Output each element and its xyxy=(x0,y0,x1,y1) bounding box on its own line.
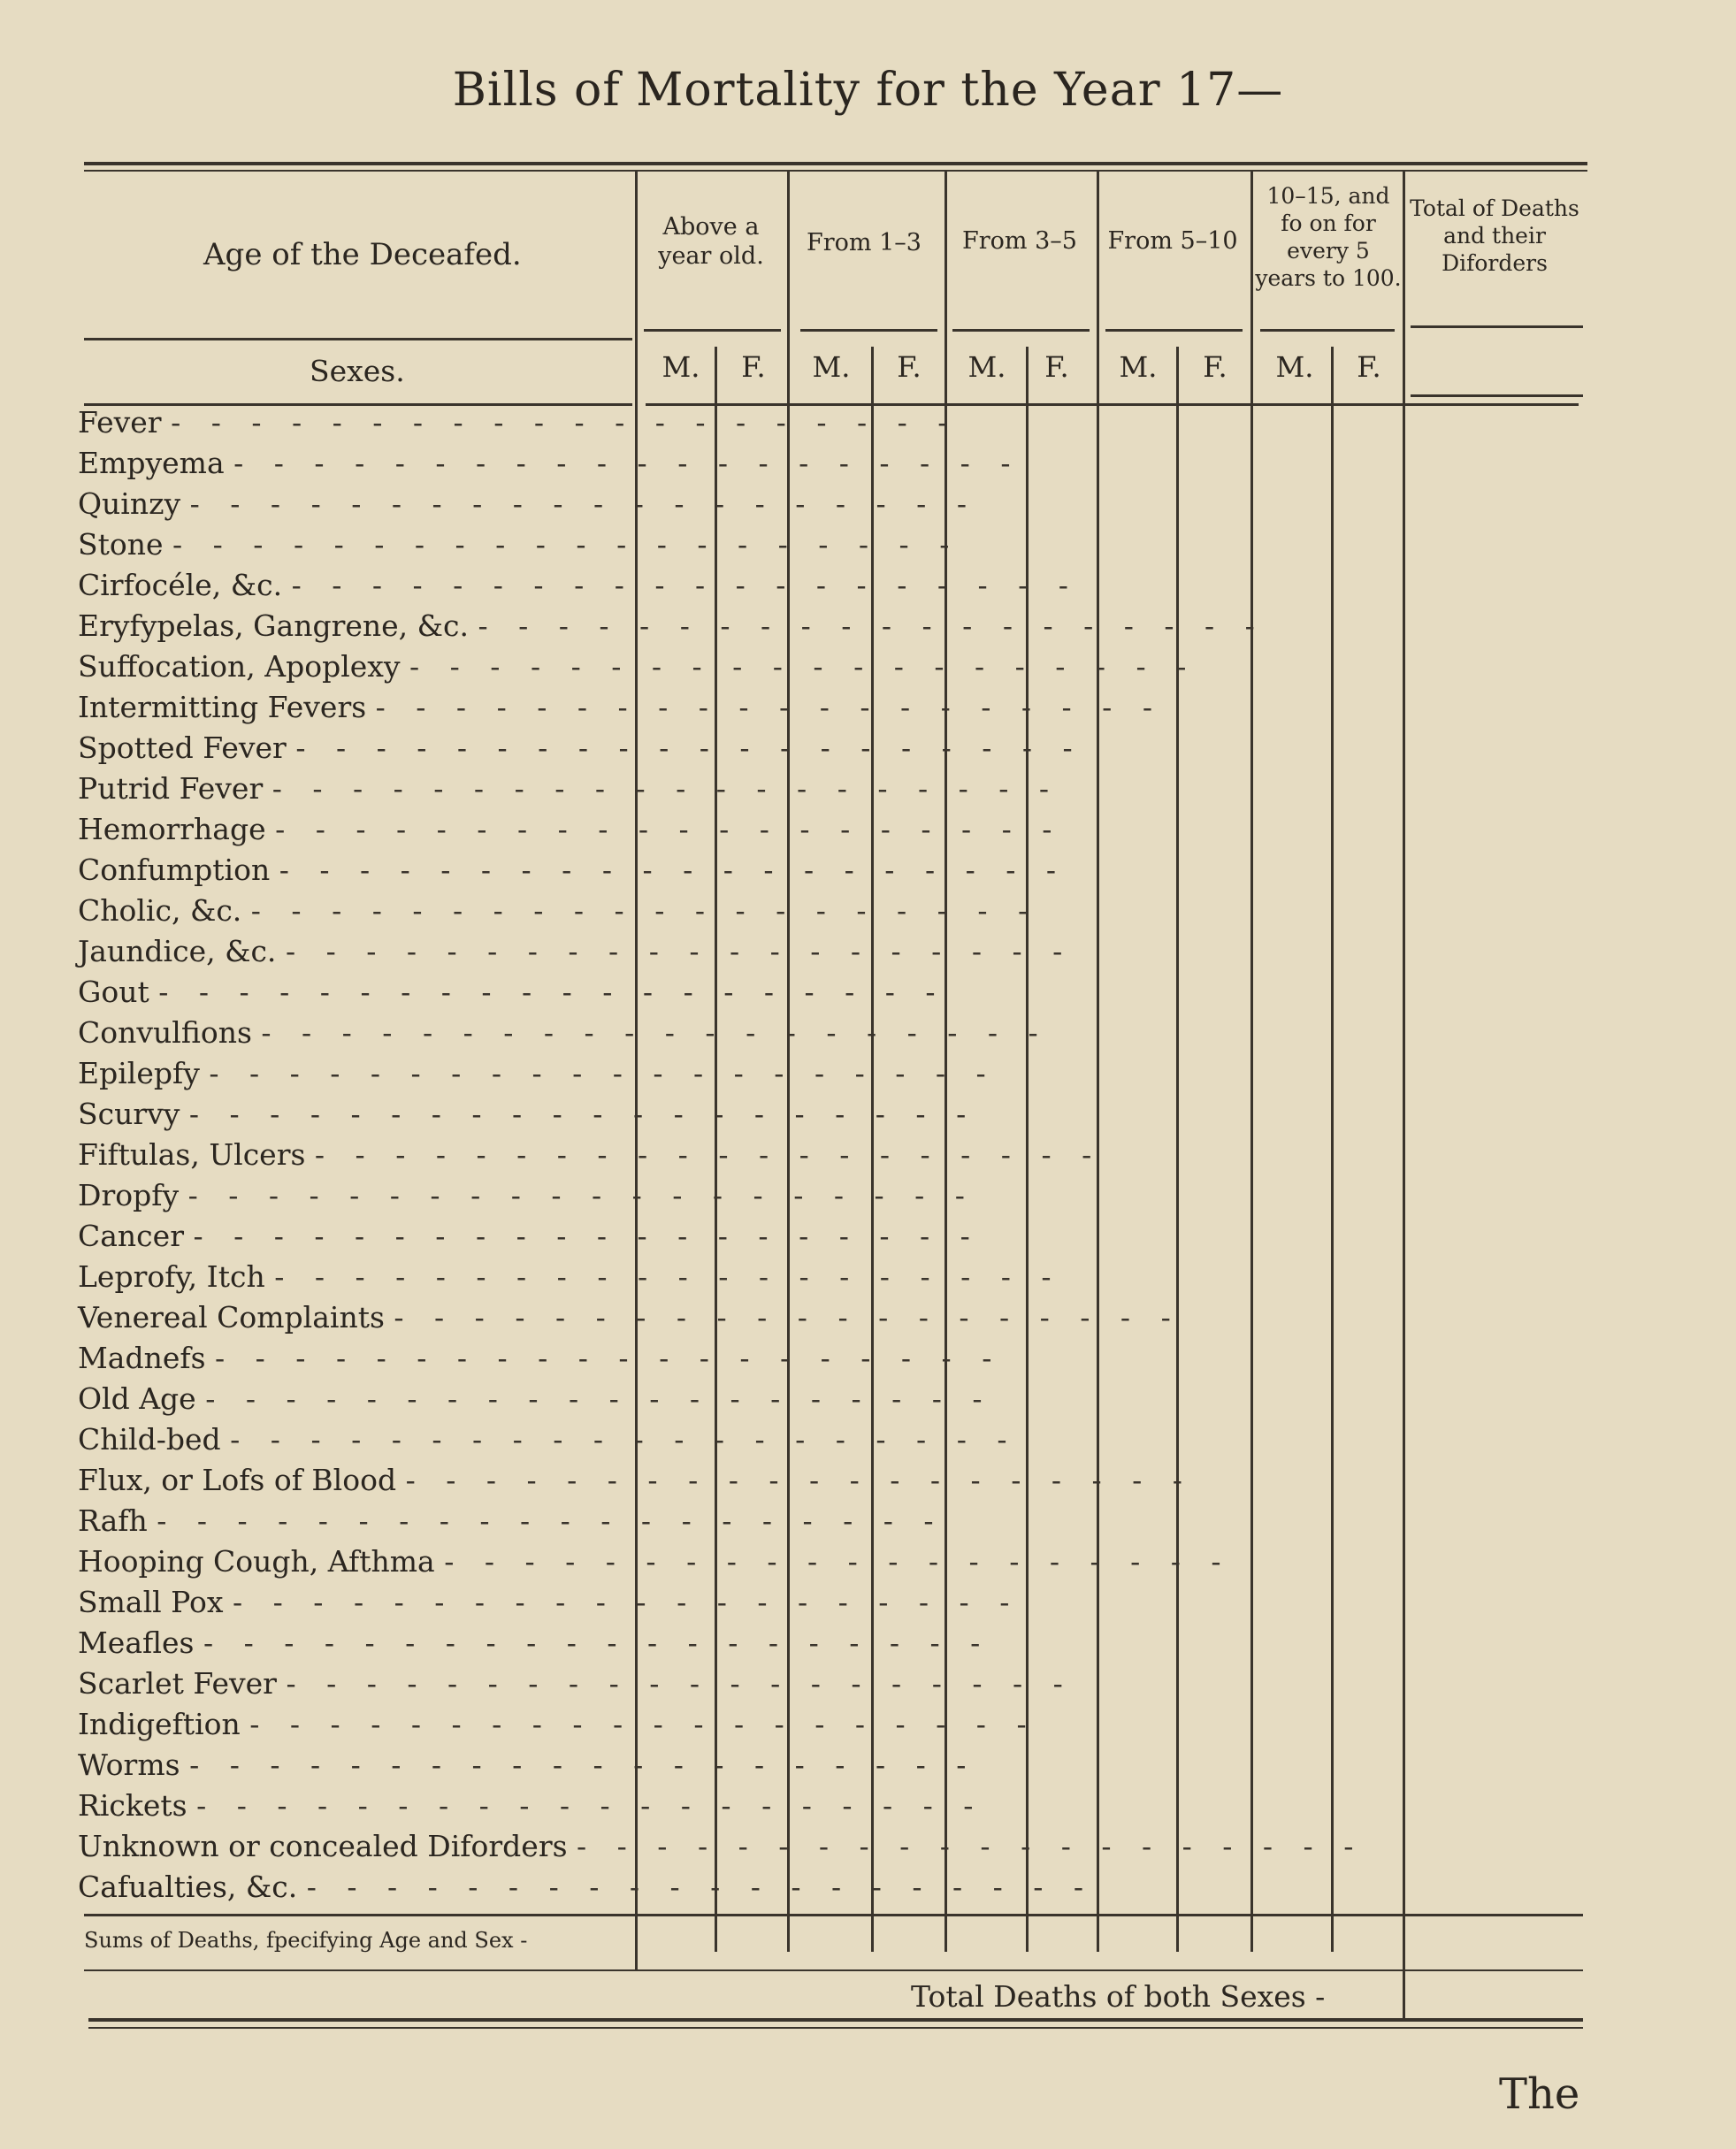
dot-leader: - - - - - - - - - - - - - - - - - - - - xyxy=(291,568,1079,602)
age-of-deceased-heading: Age of the Deceafed. xyxy=(203,237,522,272)
disease-label: Suffocation, Apoplexy xyxy=(78,649,401,684)
disease-row xyxy=(78,649,1197,690)
dot-leader: - - - - - - - - - - - - - - - - - - - - xyxy=(394,1300,1182,1335)
total-deaths-label: Total Deaths of both Sexes - xyxy=(911,1979,1326,2014)
disease-row xyxy=(78,1137,1103,1178)
disease-label: Gout xyxy=(78,975,149,1009)
female-heading: F. xyxy=(1044,350,1069,384)
disease-row xyxy=(78,934,1074,975)
header-rule xyxy=(952,329,1090,332)
disease-row xyxy=(78,527,960,568)
disease-row xyxy=(78,853,1067,893)
disease-label: Fiftulas, Ulcers xyxy=(78,1137,306,1172)
disease-label: Madnefs xyxy=(78,1341,206,1375)
disease-row xyxy=(78,730,1083,771)
column-heading-above-year: Above a year old. xyxy=(658,213,764,270)
female-heading: F. xyxy=(741,350,766,384)
disease-label: Cafualties, &c. xyxy=(78,1870,298,1904)
dot-leader: - - - - - - - - - - - - - - - - - - - - xyxy=(375,690,1163,724)
column-divider xyxy=(1097,170,1099,1952)
disease-label: Rickets xyxy=(78,1788,187,1823)
sexes-heading: Sexes. xyxy=(310,354,405,388)
bottom-rule-thin xyxy=(88,2027,1583,2029)
disease-label: Scurvy xyxy=(78,1097,180,1131)
sums-bottom-rule xyxy=(84,1969,1583,1971)
disease-label: Indigeftion xyxy=(78,1707,241,1741)
header-rule xyxy=(1105,329,1243,332)
top-rule xyxy=(84,162,1587,165)
disease-row xyxy=(78,1503,944,1544)
dot-leader: - - - - - - - - - - - - - - - - - - - - xyxy=(203,1625,991,1660)
disease-label: Cholic, &c. xyxy=(78,893,242,928)
dot-leader: - - - - - - - - - - - - - - - - - - - - xyxy=(271,771,1060,806)
page-title: Bills of Mortality for the Year 17— xyxy=(452,64,1284,117)
dot-leader: - - - - - - - - - - - - - - - - - - - - xyxy=(577,1829,1365,1863)
disease-label: Hooping Cough, Afthma xyxy=(78,1544,435,1579)
column-heading-total: Total of Deaths and their Diforders xyxy=(1410,195,1579,276)
disease-label: Worms xyxy=(78,1747,180,1782)
disease-label: Meafles xyxy=(78,1625,195,1660)
disease-label: Cirfocéle, &c. xyxy=(78,568,283,602)
dot-leader: - - - - - - - - - - - - - - - - - - - - xyxy=(405,1463,1193,1497)
dot-leader: - - - - - - - - - - - - - - - - - - - - xyxy=(209,1056,997,1090)
disease-label: Flux, or Lofs of Blood xyxy=(78,1463,397,1497)
column-heading-5-10: From 5–10 xyxy=(1107,227,1238,255)
disease-row xyxy=(78,1544,1232,1585)
disease-row xyxy=(78,893,1039,934)
dot-leader: - - - - - - - - - - - - - - - - - - - - xyxy=(215,1341,1003,1375)
column-divider xyxy=(1403,170,1405,2018)
column-heading-10-15: 10–15, and fo on for every 5 years to 100. xyxy=(1255,183,1402,291)
disease-row xyxy=(78,486,977,527)
dot-leader: - - - - - - - - - - - - - - - - - - - - xyxy=(230,1422,1018,1457)
disease-row xyxy=(78,1788,984,1829)
disease-label: Rafh xyxy=(78,1503,148,1538)
disease-row xyxy=(78,1707,1037,1747)
disease-label: Empyema xyxy=(78,446,225,480)
dot-leader: - - - - - - - - - - - - - - - - - - - - xyxy=(274,1259,1062,1294)
dot-leader: - - - - - - - - - - - - - - - - - - - - xyxy=(295,730,1083,765)
sums-rule xyxy=(84,1914,1583,1916)
dot-leader: - - - - - - - - - - - - - - - - - - - - xyxy=(205,1381,993,1416)
disease-row xyxy=(78,1178,975,1219)
header-rule xyxy=(1411,325,1583,328)
dot-leader: - - - - - - - - - - - - - - - - - - - - xyxy=(157,1503,944,1538)
disease-label: Small Pox xyxy=(78,1585,224,1619)
disease-label: Convulfions xyxy=(78,1015,252,1050)
header-rule xyxy=(800,329,937,332)
header-rule xyxy=(644,329,781,332)
catchword: The xyxy=(1499,2069,1580,2119)
female-heading: F. xyxy=(1203,350,1227,384)
disease-row xyxy=(78,1381,993,1422)
disease-label: Hemorrhage xyxy=(78,812,266,846)
dot-leader: - - - - - - - - - - - - - - - - - - - - xyxy=(478,608,1266,643)
dot-leader: - - - - - - - - - - - - - - - - - - - - xyxy=(233,1585,1021,1619)
dot-leader: - - - - - - - - - - - - - - - - - - - - xyxy=(187,1178,975,1212)
dot-leader: - - - - - - - - - - - - - - - - - - - - xyxy=(275,812,1063,846)
female-heading: F. xyxy=(897,350,922,384)
disease-label: Stone xyxy=(78,527,164,562)
disease-label: Scarlet Fever xyxy=(78,1666,277,1701)
dot-leader: - - - - - - - - - - - - - - - - - - - - xyxy=(409,649,1197,684)
sums-of-deaths-label: Sums of Deaths, fpecifying Age and Sex - xyxy=(84,1928,528,1953)
dot-leader: - - - - - - - - - - - - - - - - - - - - xyxy=(189,486,977,521)
age-heading-rule xyxy=(84,338,632,340)
disease-row xyxy=(78,1015,1049,1056)
bottom-rule xyxy=(88,2018,1583,2022)
column-divider xyxy=(1250,170,1253,1952)
dot-leader: - - - - - - - - - - - - - - - - - - - - xyxy=(189,1747,977,1782)
disease-row xyxy=(78,1259,1062,1300)
column-heading-1-3: From 1–3 xyxy=(807,229,922,256)
dot-leader: - - - - - - - - - - - - - - - - - - - - xyxy=(279,853,1067,887)
disease-row xyxy=(78,1829,1365,1870)
dot-leader: - - - - - - - - - - - - - - - - - - - - xyxy=(158,975,946,1009)
dot-leader: - - - - - - - - - - - - - - - - - - - - xyxy=(233,446,1021,480)
disease-row xyxy=(78,1056,997,1097)
disease-label: Quinzy xyxy=(78,486,181,521)
dot-leader: - - - - - - - - - - - - - - - - - - - - xyxy=(250,893,1039,928)
disease-row xyxy=(78,608,1266,649)
female-heading: F. xyxy=(1357,350,1381,384)
dot-leader: - - - - - - - - - - - - - - - - - - - - xyxy=(188,1097,977,1131)
top-rule-thin xyxy=(84,170,1587,172)
disease-label: Putrid Fever xyxy=(78,771,264,806)
disease-row xyxy=(78,1585,1021,1625)
male-heading: M. xyxy=(812,350,851,384)
total-column-rule xyxy=(1411,394,1583,397)
dot-leader: - - - - - - - - - - - - - - - - - - - - xyxy=(171,405,959,440)
dot-leader: - - - - - - - - - - - - - - - - - - - - xyxy=(261,1015,1049,1050)
disease-row xyxy=(78,1422,1018,1463)
disease-label: Jaundice, &c. xyxy=(78,934,277,968)
disease-label: Confumption xyxy=(78,853,271,887)
disease-row xyxy=(78,568,1079,608)
disease-label: Eryfypelas, Gangrene, &c. xyxy=(78,608,469,643)
disease-row xyxy=(78,812,1063,853)
disease-row xyxy=(78,1300,1182,1341)
column-divider xyxy=(1176,347,1179,1952)
dot-leader: - - - - - - - - - - - - - - - - - - - - xyxy=(444,1544,1232,1579)
dot-leader: - - - - - - - - - - - - - - - - - - - - xyxy=(285,934,1074,968)
disease-row xyxy=(78,1625,991,1666)
disease-label: Dropfy xyxy=(78,1178,180,1212)
disease-row xyxy=(78,1463,1193,1503)
header-rule xyxy=(1260,329,1395,332)
male-heading: M. xyxy=(1119,350,1158,384)
male-heading: M. xyxy=(662,350,700,384)
disease-label: Cancer xyxy=(78,1219,184,1253)
disease-row xyxy=(78,1666,1074,1707)
dot-leader: - - - - - - - - - - - - - - - - - - - - xyxy=(306,1870,1095,1904)
disease-row xyxy=(78,771,1060,812)
dot-leader: - - - - - - - - - - - - - - - - - - - - xyxy=(193,1219,981,1253)
dot-leader: - - - - - - - - - - - - - - - - - - - - xyxy=(286,1666,1074,1701)
disease-row xyxy=(78,1219,981,1259)
disease-row xyxy=(78,1747,977,1788)
disease-label: Child-bed xyxy=(78,1422,221,1457)
disease-row xyxy=(78,1870,1095,1910)
male-heading: M. xyxy=(1275,350,1314,384)
disease-row xyxy=(78,690,1163,730)
disease-row xyxy=(78,1341,1003,1381)
disease-label: Intermitting Fevers xyxy=(78,690,367,724)
disease-label: Unknown or concealed Diforders xyxy=(78,1829,568,1863)
dot-leader: - - - - - - - - - - - - - - - - - - - - xyxy=(249,1707,1037,1741)
disease-label: Old Age xyxy=(78,1381,196,1416)
disease-label: Epilepfy xyxy=(78,1056,200,1090)
disease-label: Spotted Fever xyxy=(78,730,287,765)
dot-leader: - - - - - - - - - - - - - - - - - - - - xyxy=(172,527,960,562)
male-heading: M. xyxy=(967,350,1006,384)
disease-label: Fever xyxy=(78,405,162,440)
dot-leader: - - - - - - - - - - - - - - - - - - - - xyxy=(314,1137,1103,1172)
disease-row xyxy=(78,1097,977,1137)
disease-label: Venereal Complaints xyxy=(78,1300,385,1335)
disease-label: Leprofy, Itch xyxy=(78,1259,265,1294)
disease-row xyxy=(78,446,1021,486)
disease-row xyxy=(78,975,946,1015)
column-heading-3-5: From 3–5 xyxy=(962,227,1077,255)
dot-leader: - - - - - - - - - - - - - - - - - - - - xyxy=(196,1788,984,1823)
column-divider xyxy=(1331,347,1334,1952)
disease-row xyxy=(78,405,959,446)
